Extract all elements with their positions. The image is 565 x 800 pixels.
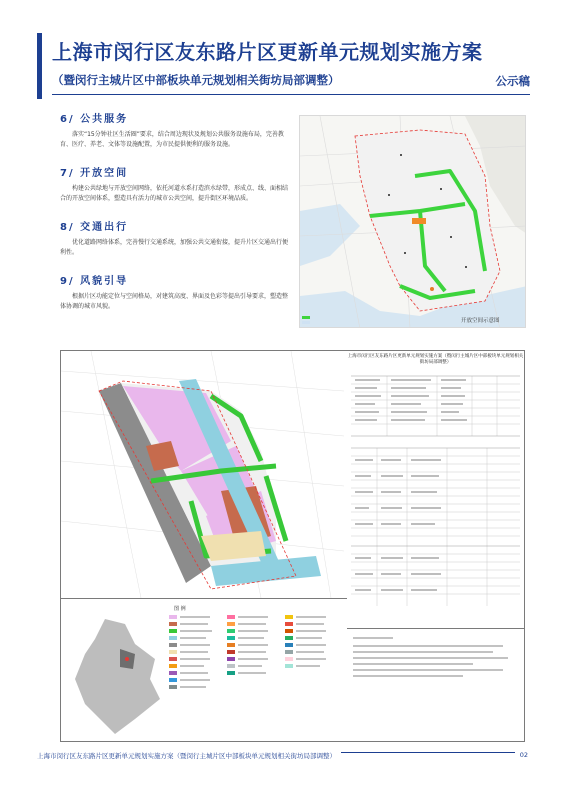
- section-heading: 9/ 风貌引导: [60, 276, 129, 287]
- page-title: 上海市闵行区友东路片区更新单元规划实施方案: [52, 40, 483, 64]
- planning-map-drawing: [61, 351, 344, 598]
- section-heading: 7/ 开放空间: [60, 168, 129, 179]
- map1-marker: [412, 218, 426, 224]
- section-public-service: [60, 110, 292, 150]
- section-open-space: [60, 164, 292, 204]
- draft-tag: 公示稿: [495, 74, 530, 88]
- section-body: 落实“15分钟社区生活圈”要求，结合周边现状及规划公共服务设施布局，完善教育、医疗、养老、文体等设施配置，为市民提供便利的服务设施。: [60, 131, 284, 148]
- title-accent-bar: [37, 33, 42, 99]
- section-townscape: [60, 272, 292, 312]
- page-subtitle: （暨闵行主城片区中部板块单元规划相关街坊局部调整）: [52, 73, 340, 87]
- section-heading: 8/ 交通出行: [60, 222, 129, 233]
- text-column: [60, 110, 292, 322]
- planning-map: [60, 350, 525, 742]
- page-number: 02: [515, 751, 528, 759]
- open-space-map-graphic: [300, 116, 526, 328]
- title-divider: [52, 94, 530, 95]
- planning-notes: [347, 628, 524, 741]
- open-space-map: [299, 115, 526, 328]
- planning-map-legend: [61, 598, 347, 741]
- section-transportation: [60, 218, 292, 258]
- open-space-map-caption: 开放空间示意图: [461, 318, 500, 324]
- section-body: 根据片区功能定位与空间格局，对建筑高度、界面及色彩等提出引导要求，塑造整体协调的城市风貌。: [60, 293, 289, 310]
- section-body: 构建公共绿地与开放空间网络，依托河道水系打造滨水绿带，形成点、线、面相结合的开放空间体系，塑造具有活力的城市公共空间，提升街区环境品质。: [60, 185, 289, 202]
- legend-swatches: [169, 615, 344, 735]
- planning-table-grid: [347, 366, 524, 616]
- planning-map-graphic: [61, 351, 344, 598]
- section-heading: 6/ 公共服务: [60, 114, 129, 125]
- planning-data-table: [347, 351, 524, 628]
- legend-title: 图 例: [174, 606, 186, 612]
- planning-table-title: 上海市闵行区友东路片区更新单元规划实施方案（暨闵行主城片区中部板块单元规划相关街坊局部调整）: [347, 354, 524, 365]
- footer-text: 上海市闵行区友东路片区更新单元规划实施方案（暨闵行主城片区中部板块单元规划相关街坊局部调整）: [37, 751, 341, 760]
- location-minimap: [65, 609, 165, 737]
- planning-notes-text: [347, 629, 524, 742]
- section-body: 优化道路网络体系，完善慢行交通系统，加强公共交通衔接，提升片区交通出行便利性。: [60, 239, 289, 256]
